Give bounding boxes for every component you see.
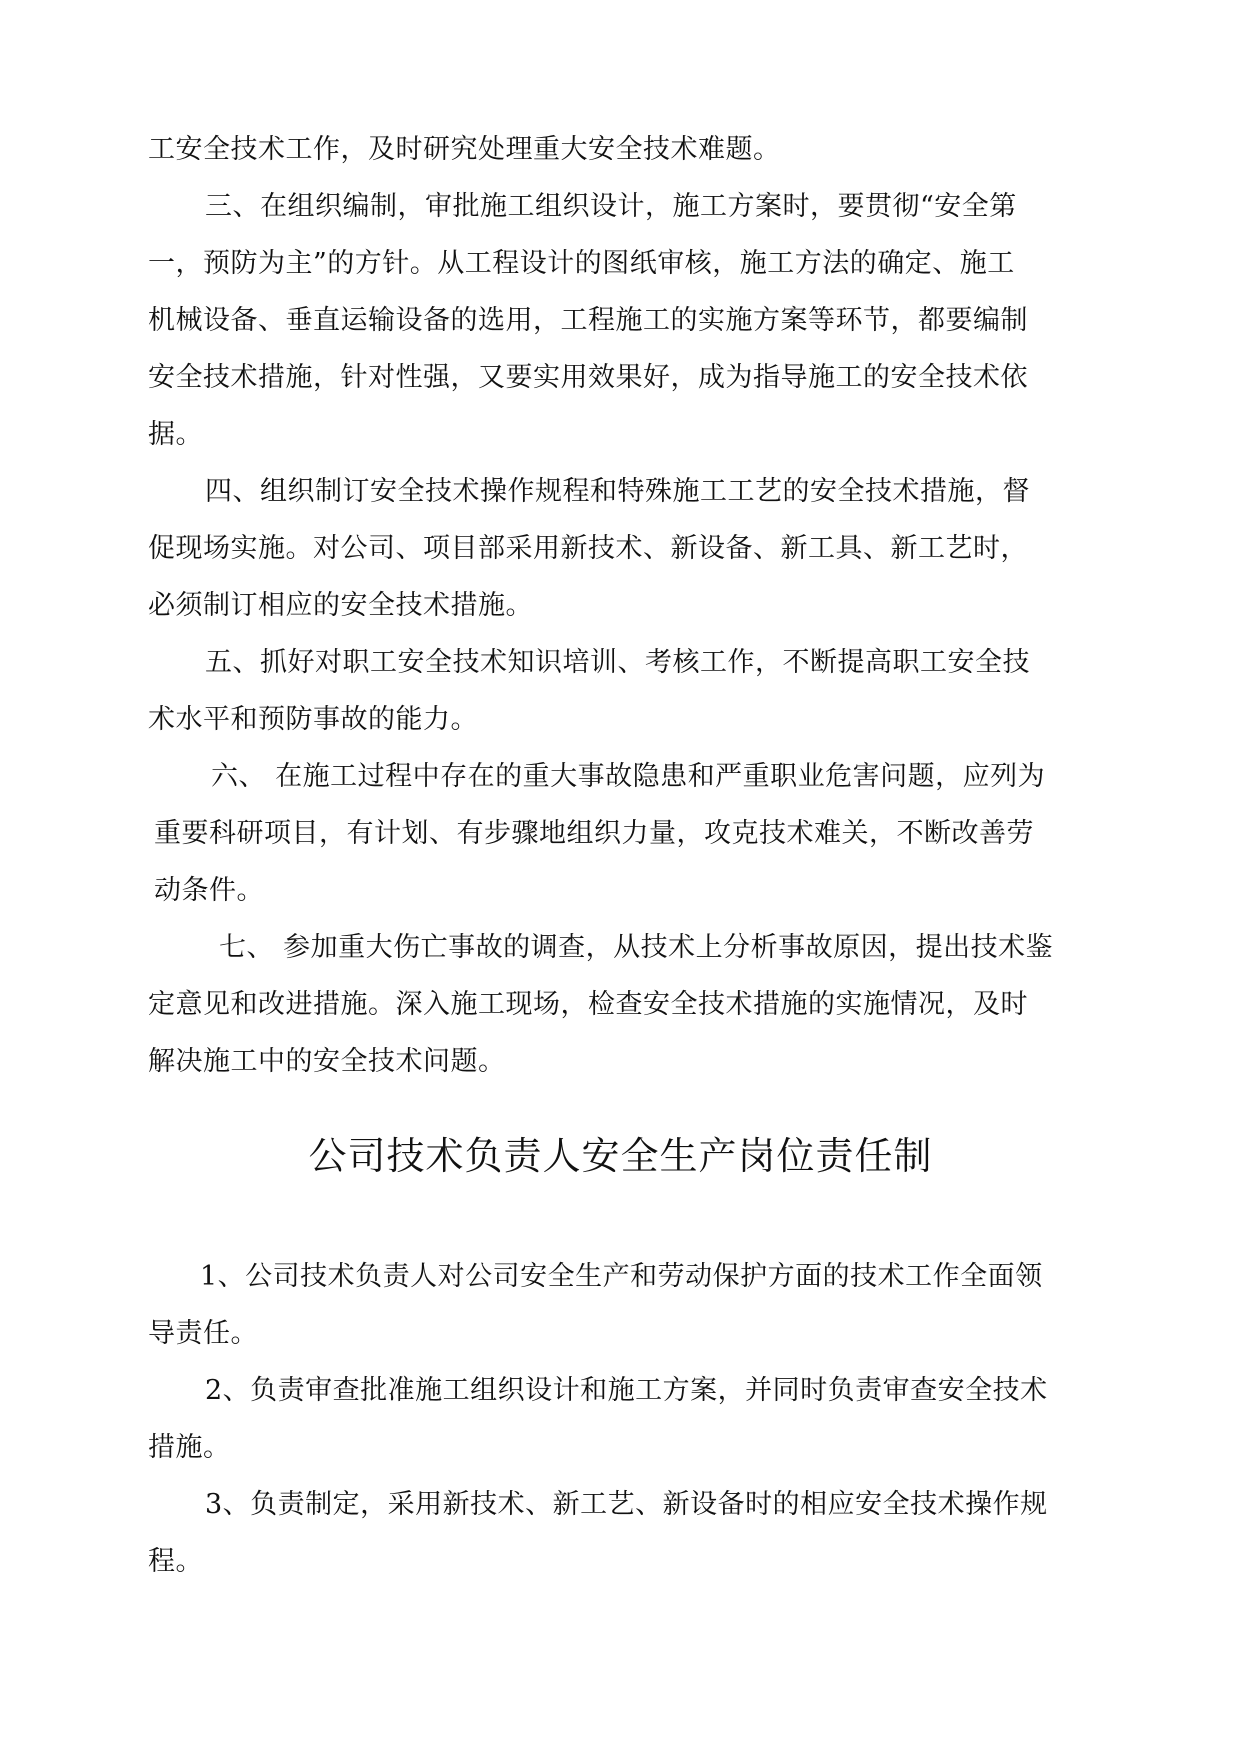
paragraph-line: 定意见和改进措施。深入施工现场，检查安全技术措施的实施情况，及时 xyxy=(148,989,1028,1020)
paragraph-line: 五、抓好对职工安全技术知识培训、考核工作，不断提高职工安全技 xyxy=(205,647,1030,678)
paragraph-line: 2、负责审查批准施工组织设计和施工方案，并同时负责审查安全技术 xyxy=(205,1375,1048,1406)
paragraph-line: 机械设备、垂直运输设备的选用，工程施工的实施方案等环节，都要编制 xyxy=(148,305,1028,336)
paragraph-line: 措施。 xyxy=(148,1432,231,1463)
paragraph-line: 3、负责制定，采用新技术、新工艺、新设备时的相应安全技术操作规 xyxy=(205,1489,1048,1520)
section-title: 公司技术负责人安全生产岗位责任制 xyxy=(308,1134,933,1178)
paragraph-line: 七、 参加重大伤亡事故的调查，从技术上分析事故原因，提出技术鉴 xyxy=(219,932,1054,963)
paragraph-line: 三、在组织编制，审批施工组织设计，施工方案时，要贯彻“安全第 xyxy=(205,191,1017,222)
paragraph-line: 术水平和预防事故的能力。 xyxy=(148,704,478,735)
paragraph-line: 工安全技术工作，及时研究处理重大安全技术难题。 xyxy=(148,134,781,165)
paragraph-line: 必须制订相应的安全技术措施。 xyxy=(148,590,533,621)
paragraph-line: 解决施工中的安全技术问题。 xyxy=(148,1046,506,1077)
paragraph-line: 1、公司技术负责人对公司安全生产和劳动保护方面的技术工作全面领 xyxy=(200,1261,1043,1292)
paragraph-line: 四、组织制订安全技术操作规程和特殊施工工艺的安全技术措施，督 xyxy=(205,476,1030,507)
paragraph-line: 据。 xyxy=(148,419,203,450)
paragraph-line: 导责任。 xyxy=(148,1318,258,1349)
paragraph-line: 一，预防为主”的方针。从工程设计的图纸审核，施工方法的确定、施工 xyxy=(148,248,1015,279)
paragraph-line: 安全技术措施，针对性强，又要实用效果好，成为指导施工的安全技术依 xyxy=(148,362,1028,393)
paragraph-line: 六、 在施工过程中存在的重大事故隐患和严重职业危害问题，应列为 xyxy=(211,761,1046,792)
paragraph-line: 促现场实施。对公司、项目部采用新技术、新设备、新工具、新工艺时， xyxy=(148,533,1028,564)
paragraph-line: 动条件。 xyxy=(154,875,264,906)
paragraph-line: 重要科研项目，有计划、有步骤地组织力量，攻克技术难关，不断改善劳 xyxy=(154,818,1034,849)
paragraph-line: 程。 xyxy=(148,1546,203,1577)
